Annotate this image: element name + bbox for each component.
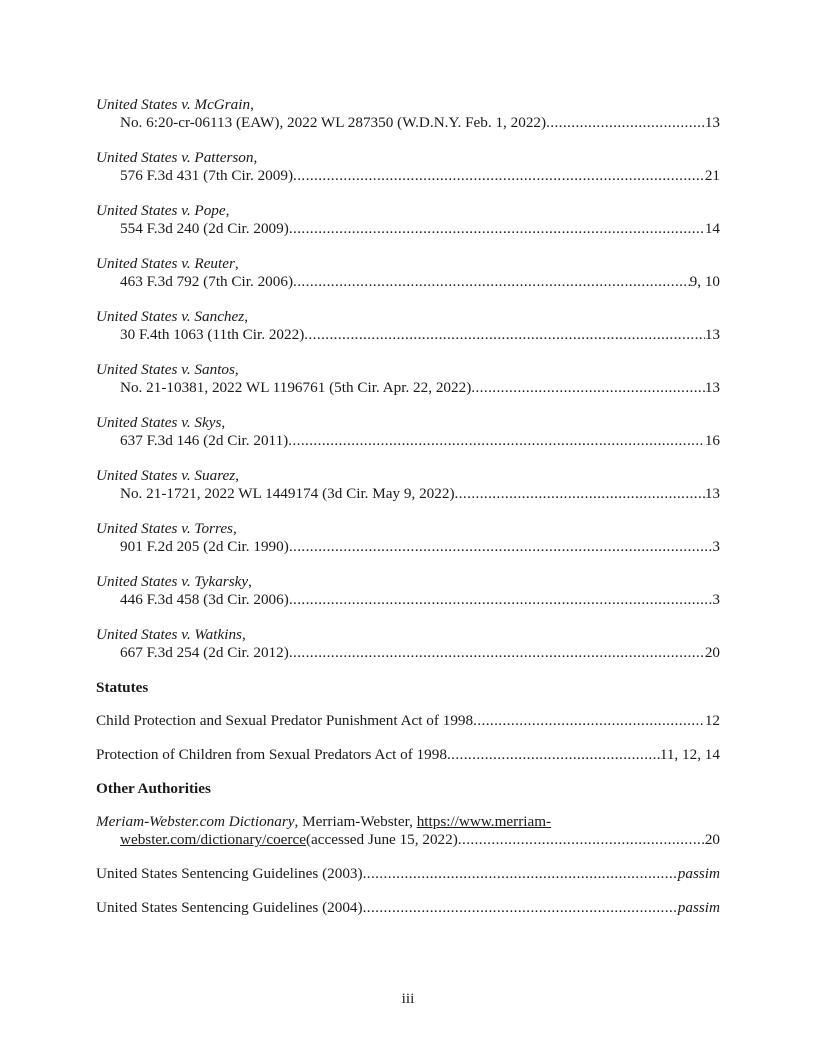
leader-dots <box>447 746 660 764</box>
page-reference: 9, 10 <box>689 273 720 290</box>
case-entry: United States v. Tykarsky, 446 F.3d 458 (3d Cir. 2006) ..... 3 <box>96 573 720 609</box>
leader-dots <box>289 591 713 609</box>
table-of-authorities <box>96 96 720 933</box>
case-entry: United States v. Suarez, No. 21-1721, 2022 WL 1449174 (3d Cir. May 9, 2022) ..... 13 <box>96 467 720 503</box>
guideline-entry <box>96 899 720 917</box>
case-citation: 667 F.3d 254 (2d Cir. 2012) <box>120 644 289 661</box>
case-name: United States v. McGrain <box>96 96 251 113</box>
case-entry: United States v. Watkins, 667 F.3d 254 (2d Cir. 2012) ..... 20 <box>96 626 720 662</box>
page-reference: passim <box>677 899 720 916</box>
statute-title: Child Protection and Sexual Predator Punishment Act of 1998 <box>96 712 474 729</box>
case-name: United States v. Pope <box>96 202 226 219</box>
leader-dots <box>293 167 705 185</box>
leader-dots <box>546 114 705 132</box>
case-name: United States v. Tykarsky <box>96 573 249 590</box>
page-reference: passim <box>677 865 720 882</box>
leader-dots <box>288 432 705 450</box>
other-authorities-heading: Other Authorities <box>96 780 211 797</box>
page-reference: 21 <box>704 167 720 184</box>
case-citation: No. 6:20-cr-06113 (EAW), 2022 WL 287350 (W.D.N.Y. Feb. 1, 2022) <box>120 114 547 131</box>
guideline-entry <box>96 865 720 883</box>
page-reference: 13 <box>704 485 720 502</box>
case-citation: 30 F.4th 1063 (11th Cir. 2022) <box>120 326 305 343</box>
statute-title: Protection of Children from Sexual Predators Act of 1998 <box>96 746 447 763</box>
case-citation: 554 F.3d 240 (2d Cir. 2009) <box>120 220 289 237</box>
case-citation: 901 F.2d 205 (2d Cir. 1990) <box>120 538 289 555</box>
dictionary-entry <box>96 813 720 849</box>
dictionary-publisher: , Merriam-Webster, <box>294 813 417 830</box>
guideline-title: United States Sentencing Guidelines (2004) <box>96 899 363 916</box>
case-citation: 446 F.3d 458 (3d Cir. 2006) <box>120 591 289 608</box>
leader-dots <box>363 865 678 883</box>
page-reference: 13 <box>704 379 720 396</box>
case-entry: United States v. Torres, 901 F.2d 205 (2d Cir. 1990) ..... 3 <box>96 520 720 556</box>
dictionary-link[interactable]: https://www.merriam- <box>416 813 552 830</box>
case-entry: United States v. Patterson, 576 F.3d 431 (7th Cir. 2009) ..... 21 <box>96 149 720 185</box>
case-name: United States v. Sanchez <box>96 308 245 325</box>
case-entry: United States v. Reuter, 463 F.3d 792 (7th Cir. 2006) ..... 9, 10 <box>96 255 720 291</box>
guideline-title: United States Sentencing Guidelines (2003) <box>96 865 363 882</box>
page-reference: 20 <box>704 644 720 661</box>
page-reference: 14 <box>704 220 720 237</box>
case-name: United States v. Skys <box>96 414 222 431</box>
case-name: United States v. Santos <box>96 361 235 378</box>
page-reference: 16 <box>704 432 720 449</box>
page-reference: 3 <box>712 538 720 555</box>
case-citation: 463 F.3d 792 (7th Cir. 2006) <box>120 273 294 290</box>
page-reference: 11, 12, 14 <box>659 746 720 763</box>
page-reference: 13 <box>704 114 720 131</box>
page-number: iii <box>401 990 415 1007</box>
case-name: United States v. Suarez <box>96 467 236 484</box>
case-entry: United States v. McGrain, No. 6:20-cr-06113 (EAW), 2022 WL 287350 (W.D.N.Y. Feb. 1, 2022) ..... 13 <box>96 96 720 132</box>
leader-dots <box>289 538 713 556</box>
case-name: United States v. Watkins <box>96 626 242 643</box>
page-reference: 12 <box>704 712 720 729</box>
case-name: United States v. Torres <box>96 520 233 537</box>
page-reference: 13 <box>704 326 720 343</box>
statute-entry <box>96 712 720 730</box>
dictionary-link-continued[interactable]: webster.com/dictionary/coerce <box>120 831 306 848</box>
statute-entry <box>96 746 720 764</box>
case-entry: United States v. Pope, 554 F.3d 240 (2d Cir. 2009) ..... 14 <box>96 202 720 238</box>
leader-dots <box>289 644 705 662</box>
leader-dots <box>455 485 705 503</box>
dictionary-title: Meriam-Webster.com Dictionary <box>96 813 295 830</box>
case-citation: No. 21-1721, 2022 WL 1449174 (3d Cir. May 9, 2022) <box>120 485 455 502</box>
page-reference: 3 <box>712 591 720 608</box>
leader-dots <box>458 831 705 849</box>
case-name: United States v. Patterson <box>96 149 254 166</box>
case-entry: United States v. Sanchez, 30 F.4th 1063 (11th Cir. 2022) ..... 13 <box>96 308 720 344</box>
case-citation: No. 21-10381, 2022 WL 1196761 (5th Cir. Apr. 22, 2022) <box>120 379 472 396</box>
page-reference: 20 <box>704 831 720 848</box>
dictionary-accessed: (accessed June 15, 2022) <box>305 831 458 848</box>
case-name: United States v. Reuter <box>96 255 235 272</box>
leader-dots <box>473 712 705 730</box>
leader-dots <box>471 379 705 397</box>
leader-dots <box>304 326 705 344</box>
leader-dots <box>363 899 678 917</box>
case-entry: United States v. Skys, 637 F.3d 146 (2d Cir. 2011) ..... 16 <box>96 414 720 450</box>
statutes-heading: Statutes <box>96 679 149 696</box>
case-entry: United States v. Santos, No. 21-10381, 2022 WL 1196761 (5th Cir. Apr. 22, 2022) ..... 13 <box>96 361 720 397</box>
case-citation: 637 F.3d 146 (2d Cir. 2011) <box>120 432 289 449</box>
leader-dots <box>289 220 705 238</box>
case-citation: 576 F.3d 431 (7th Cir. 2009) <box>120 167 294 184</box>
leader-dots <box>293 273 690 291</box>
